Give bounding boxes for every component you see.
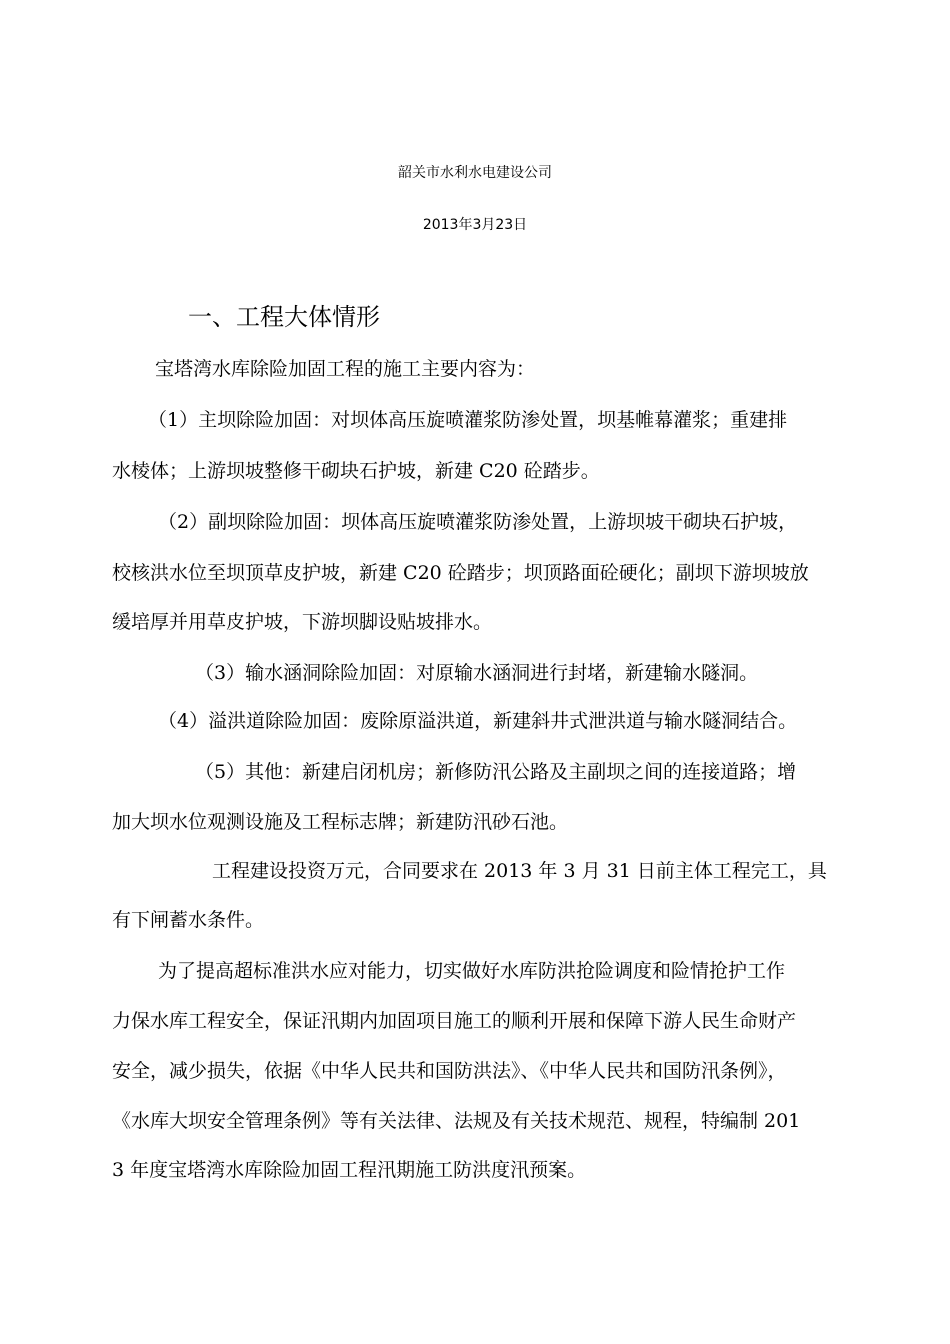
purpose-line-1: 为了提高超标准洪水应对能力，切实做好水库防洪抢险调度和险情抢护工作 — [158, 960, 786, 982]
purpose-line-2: 力保水库工程安全，保证汛期内加固项目施工的顺利开展和保障下游人民生命财产 — [112, 1010, 797, 1032]
intro-paragraph: 宝塔湾水库除险加固工程的施工主要内容为： — [155, 358, 536, 380]
item-4-line-1: （4）溢洪道除险加固：废除原溢洪道，新建斜井式泄洪道与输水隧洞结合。 — [158, 710, 798, 732]
item-2-line-2: 校核洪水位至坝顶草皮护坡，新建 C20 砼踏步；坝顶路面砼硬化；副坝下游坝坡放 — [112, 562, 809, 584]
purpose-line-3: 安全，减少损失，依据《中华人民共和国防洪法》、《中华人民共和国防汛条例》， — [112, 1060, 787, 1082]
investment-line-1: 工程建设投资万元，合同要求在 2013 年 3 月 31 日前主体工程完工，具 — [212, 860, 827, 882]
company-name: 韶关市水利水电建设公司 — [398, 165, 552, 181]
document-date: 2013年3月23日 — [422, 217, 528, 233]
investment-line-2: 有下闸蓄水条件。 — [112, 909, 265, 931]
item-5-line-1: （5）其他：新建启闭机房；新修防汛公路及主副坝之间的连接道路；增 — [195, 761, 797, 783]
item-1-line-2: 水棱体；上游坝坡整修干砌块石护坡，新建 C20 砼踏步。 — [112, 460, 600, 482]
item-5-line-2: 加大坝水位观测设施及工程标志牌；新建防汛砂石池。 — [112, 811, 569, 833]
section-heading: 一、工程大体情形 — [188, 303, 380, 331]
purpose-line-4: 《水库大坝安全管理条例》等有关法律、法规及有关技术规范、规程，特编制 201 — [112, 1110, 801, 1132]
item-2-line-1: （2）副坝除险加固：坝体高压旋喷灌浆防渗处置，上游坝坡干砌块石护坡， — [158, 511, 798, 533]
item-2-line-3: 缓培厚并用草皮护坡，下游坝脚设贴坡排水。 — [112, 611, 493, 633]
item-3-line-1: （3）输水涵洞除险加固：对原输水涵洞进行封堵，新建输水隧洞。 — [195, 662, 759, 684]
purpose-line-5: 3 年度宝塔湾水库除险加固工程汛期施工防洪度汛预案。 — [112, 1159, 587, 1181]
item-1-line-1: （1）主坝除险加固：对坝体高压旋喷灌浆防渗处置，坝基帷幕灌浆；重建排 — [148, 409, 788, 431]
